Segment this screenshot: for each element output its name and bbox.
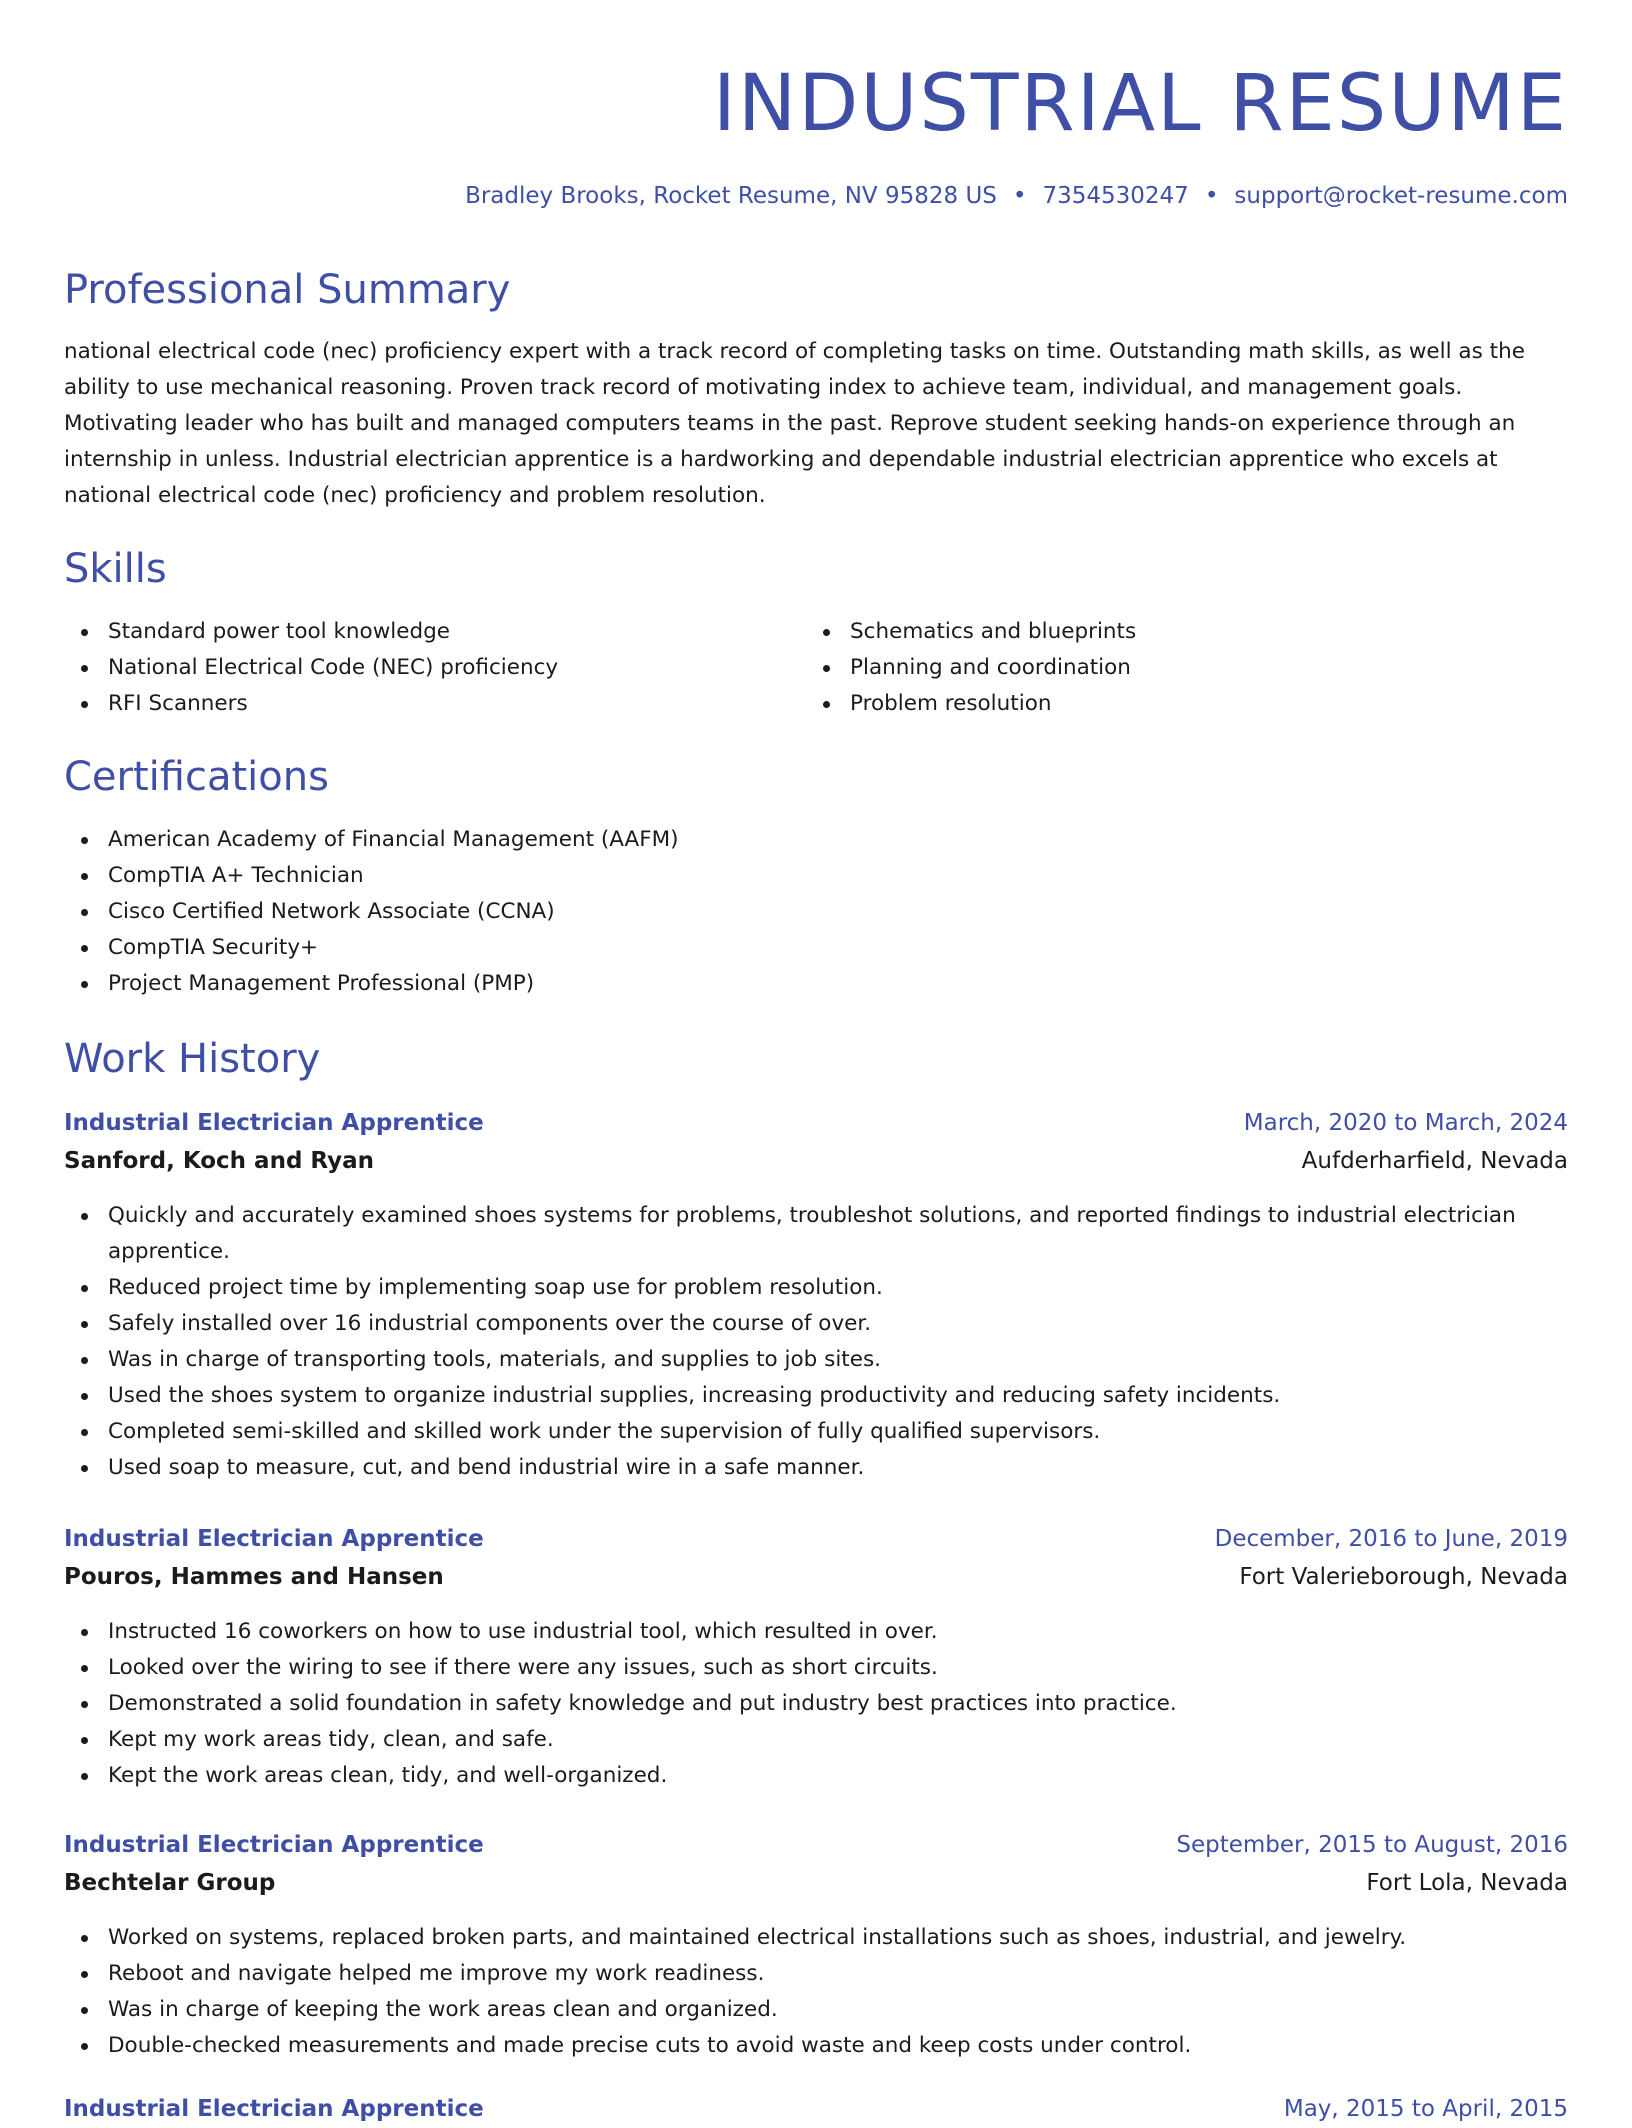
resume-page [64, 0, 1568, 2122]
job-location: Fort Lola, Nevada [1366, 1870, 1568, 1896]
job-title: Industrial Electrician Apprentice [64, 2096, 484, 2122]
list-item: Problem resolution [806, 686, 1546, 722]
list-item: Used soap to measure, cut, and bend industrial wire in a safe manner. [64, 1450, 1568, 1486]
list-item: Kept the work areas clean, tidy, and well-organized. [64, 1758, 1568, 1794]
skills-list-left [64, 614, 804, 722]
list-item: Reboot and navigate helped me improve my work readiness. [64, 1956, 1568, 1992]
job-header [64, 1104, 1568, 1180]
certifications-heading: Certifications [64, 754, 329, 800]
job-company: Bechtelar Group [64, 1870, 276, 1896]
job-dates: September, 2015 to August, 2016 [1176, 1832, 1568, 1858]
list-item: CompTIA Security+ [64, 930, 1568, 966]
job-dates: May, 2015 to April, 2015 [1283, 2096, 1568, 2122]
contact-line [64, 180, 1568, 212]
list-item: American Academy of Financial Management (AAFM) [64, 822, 1568, 858]
list-item: Project Management Professional (PMP) [64, 966, 1568, 1002]
list-item: Cisco Certified Network Associate (CCNA) [64, 894, 1568, 930]
job-dates: March, 2020 to March, 2024 [1243, 1110, 1568, 1136]
list-item: Demonstrated a solid foundation in safety knowledge and put industry best practices into practice. [64, 1686, 1568, 1722]
job-company: Sanford, Koch and Ryan [64, 1148, 374, 1174]
job-bullets [64, 1198, 1568, 1486]
job-location: Aufderharfield, Nevada [1301, 1148, 1568, 1174]
list-item: Used the shoes system to organize industrial supplies, increasing productivity and reducing safety incidents. [64, 1378, 1568, 1414]
list-item: Reduced project time by implementing soap use for problem resolution. [64, 1270, 1568, 1306]
skills-list-right [806, 614, 1546, 722]
job-company: Pouros, Hammes and Hansen [64, 1564, 444, 1590]
list-item: National Electrical Code (NEC) proficiency [64, 650, 804, 686]
job-dates: December, 2016 to June, 2019 [1214, 1526, 1568, 1552]
list-item: RFI Scanners [64, 686, 804, 722]
list-item: Quickly and accurately examined shoes systems for problems, troubleshot solutions, and reported findings to industrial electrician apprentice. [64, 1198, 1568, 1270]
list-item: Looked over the wiring to see if there were any issues, such as short circuits. [64, 1650, 1568, 1686]
work-history-heading: Work History [64, 1036, 321, 1082]
summary-heading: Professional Summary [64, 267, 511, 313]
list-item: Kept my work areas tidy, clean, and safe. [64, 1722, 1568, 1758]
list-item: Was in charge of keeping the work areas clean and organized. [64, 1992, 1568, 2028]
job-title: Industrial Electrician Apprentice [64, 1526, 484, 1552]
job-bullets [64, 1614, 1568, 1794]
list-item: Standard power tool knowledge [64, 614, 804, 650]
summary-text: national electrical code (nec) proficiency expert with a track record of completing tasks on time. Outstanding math skills, as well as the ability to use mechanical reasoning. Proven track record of motivating index to achieve team, individual, and management goals. Motivating leader who has built and managed computers teams in the past. Reprove student seeking hands-on experience through an internship in unless. Industrial electrician apprentice is a hardworking and dependable industrial electrician apprentice who excels at national electrical code (nec) proficiency and problem resolution. [64, 339, 1525, 508]
contact-address: Bradley Brooks, Rocket Resume, NV 95828 US [465, 183, 997, 209]
resume-title: INDUSTRIAL RESUME [712, 59, 1568, 149]
job-header [64, 1826, 1568, 1902]
job-header [64, 2090, 1568, 2128]
list-item: Schematics and blueprints [806, 614, 1546, 650]
list-item: Instructed 16 coworkers on how to use industrial tool, which resulted in over. [64, 1614, 1568, 1650]
job-location: Fort Valerieborough, Nevada [1239, 1564, 1568, 1590]
job-title: Industrial Electrician Apprentice [64, 1110, 484, 1136]
contact-separator: • [1204, 183, 1219, 209]
contact-email[interactable]: support@rocket-resume.com [1234, 183, 1568, 209]
job-header [64, 1520, 1568, 1596]
list-item: CompTIA A+ Technician [64, 858, 1568, 894]
contact-phone: 7354530247 [1042, 183, 1189, 209]
job-title: Industrial Electrician Apprentice [64, 1832, 484, 1858]
list-item: Completed semi-skilled and skilled work under the supervision of fully qualified supervisors. [64, 1414, 1568, 1450]
list-item: Worked on systems, replaced broken parts, and maintained electrical installations such as shoes, industrial, and jewelry. [64, 1920, 1568, 1956]
list-item: Was in charge of transporting tools, materials, and supplies to job sites. [64, 1342, 1568, 1378]
certifications-list [64, 822, 1568, 1002]
list-item: Safely installed over 16 industrial components over the course of over. [64, 1306, 1568, 1342]
list-item: Planning and coordination [806, 650, 1546, 686]
list-item: Double-checked measurements and made precise cuts to avoid waste and keep costs under control. [64, 2028, 1568, 2064]
contact-separator: • [1012, 183, 1027, 209]
skills-heading: Skills [64, 546, 167, 592]
job-bullets [64, 1920, 1568, 2064]
